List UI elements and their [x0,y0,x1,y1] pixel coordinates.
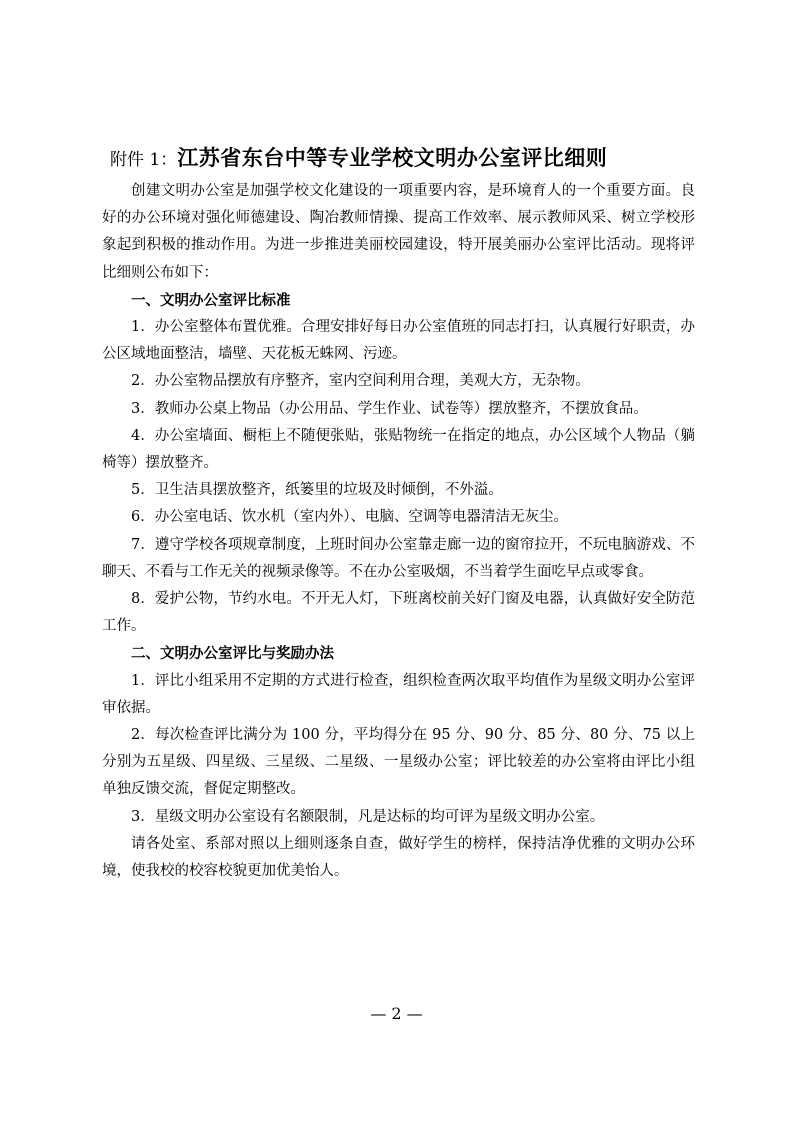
standard-item-3: 3．教师办公桌上物品（办公用品、学生作业、试卷等）摆放整齐，不摆放食品。 [131,400,648,417]
section-heading-rewards: 二、文明办公室评比与奖励办法 [131,645,334,663]
section-heading-standards: 一、文明办公室评比标准 [131,291,291,309]
standard-item-2: 2．办公室物品摆放有序整齐，室内空间利用合理，美观大方，无杂物。 [131,373,590,390]
attachment-label: 附件 1： [110,150,178,170]
standard-item-5: 5．卫生洁具摆放整齐，纸篓里的垃圾及时倾倒，不外溢。 [131,482,503,499]
title-text: 江苏省东台中等专业学校文明办公室评比细则 [177,145,608,170]
reward-item-1: 1．评比小组采用不定期的方式进行检查，组织检查两次取平均值作为星级文明办公室评审依据。 [102,672,695,716]
standard-item-8: 8．爱护公物，节约水电。不开无人灯，下班离校前关好门窗及电器，认真做好安全防范工作。 [102,591,695,635]
standard-item-1: 1．办公室整体布置优雅。合理安排好每日办公室值班的同志打扫，认真履行好职责，办公区域地面整洁，墙壁、天花板无蛛网、污迹。 [102,319,695,363]
intro-paragraph: 创建文明办公室是加强学校文化建设的一项重要内容，是环境育人的一个重要方面。良好的办公环境对强化师德建设、陶冶教师情操、提高工作效率、展示教师风采、树立学校形象起到积极的推动作用。为进一步推进美丽校园建设，特开展美丽办公室评比活动。现将评比细则公布如下： [102,183,695,281]
page-number: — 2 — [370,1004,423,1023]
closing-paragraph: 请各处室、系部对照以上细则逐条自查，做好学生的榜样，保持洁净优雅的文明办公环境，使我校的校容校貌更加优美怡人。 [102,835,695,880]
reward-item-3: 3．星级文明办公室设有名额限制，凡是达标的均可评为星级文明办公室。 [131,808,605,825]
document-title [110,141,730,175]
standard-item-7: 7．遵守学校各项规章制度，上班时间办公室靠走廊一边的窗帘拉开，不玩电脑游戏、不聊天、不看与工作无关的视频录像等。不在办公室吸烟，不当着学生面吃早点或零食。 [102,536,695,580]
standard-item-6: 6．办公室电话、饮水机（室内外）、电脑、空调等电器清洁无灰尘。 [131,509,568,526]
reward-item-2: 2．每次检查评比满分为 100 分，平均得分在 95 分、90 分、85 分、80 分、75 以上分别为五星级、四星级、三星级、二星级、一星级办公室；评比较差的办公室将由评比小组单独反馈交流，督促定期整改。 [102,727,695,798]
document-body [102,178,695,885]
standard-item-4: 4．办公室墙面、橱柜上不随便张贴，张贴物统一在指定的地点，办公区域个人物品（躺椅等）摆放整齐。 [102,427,695,472]
